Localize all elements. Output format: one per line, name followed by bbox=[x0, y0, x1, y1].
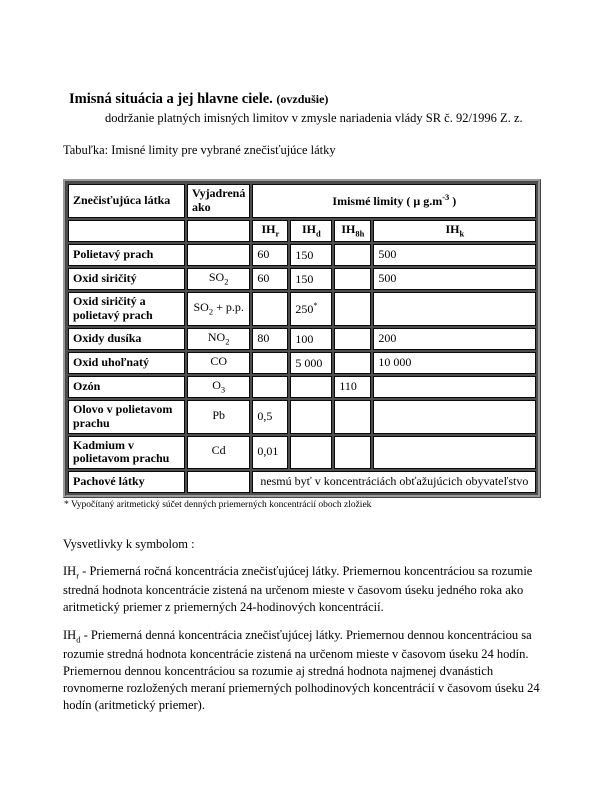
ihk-symbol: IH bbox=[445, 221, 460, 236]
subheader-ihd bbox=[290, 220, 332, 242]
pollutant-label: Olovo v polietavom prachu bbox=[68, 400, 185, 434]
ihd-asterisk: * bbox=[313, 299, 318, 310]
symbol-base: IH bbox=[63, 628, 77, 643]
symbol-subscript: r bbox=[76, 570, 80, 581]
pollutant-label: Ozón bbox=[68, 376, 185, 398]
explanations-heading: Vysvetlivky k symbolom : bbox=[63, 537, 195, 552]
formula-cell bbox=[187, 328, 250, 350]
formula-text: Pb bbox=[212, 407, 226, 422]
ihr-value: 80 bbox=[252, 328, 288, 350]
col-header-pollutant: Znečisťujúca látka bbox=[68, 184, 185, 218]
table-row bbox=[68, 268, 536, 290]
ih8h-value bbox=[334, 268, 371, 290]
formula-cell bbox=[187, 376, 250, 398]
table-row bbox=[68, 328, 536, 350]
header-row-1 bbox=[68, 184, 536, 218]
limits-table bbox=[63, 179, 541, 498]
ih8h-value bbox=[334, 436, 371, 470]
ihd-value bbox=[290, 268, 332, 290]
formula-text: SO bbox=[193, 299, 209, 314]
ih8h-subscript: 8h bbox=[355, 227, 365, 238]
limits-header-text: Imismé limity ( μ g.m bbox=[332, 193, 443, 208]
formula-subscript: 2 bbox=[225, 335, 230, 346]
ih8h-value bbox=[334, 292, 371, 326]
ihd-value bbox=[290, 292, 332, 326]
table-row bbox=[68, 376, 536, 398]
ihd-value bbox=[290, 244, 332, 266]
explanation-ihr bbox=[63, 563, 543, 616]
formula-text: SO bbox=[208, 269, 225, 284]
limits-header-exponent: -3 bbox=[442, 191, 450, 202]
odour-note-cell: nesmú byť v koncentráciách obťažujúcich obyvateľstvo bbox=[252, 471, 536, 493]
table-footnote: * Vypočítaný aritmetický súčet denných priemerných koncentrácií oboch zložiek bbox=[64, 500, 372, 511]
ihr-value: 0,01 bbox=[252, 436, 288, 470]
ih8h-value bbox=[334, 400, 371, 434]
formula-subscript: 3 bbox=[220, 384, 226, 395]
subheader-ihr bbox=[252, 220, 288, 242]
pollutant-label: Oxidy dusíka bbox=[68, 328, 185, 350]
ihd-number: 5 000 bbox=[295, 355, 323, 370]
ihd-value bbox=[290, 400, 332, 434]
ihk-value: 500 bbox=[373, 268, 536, 290]
subheader-ihk bbox=[373, 220, 536, 242]
page-title-text: Imisná situácia a jej hlavne ciele. bbox=[69, 91, 273, 107]
explanation-text: - Priemerná ročná koncentrácia znečisťujúcej látky. Priemernou koncentráciou sa rozumie stredná hodnota koncentrácie zistená na určenom mieste v časovom úseku jedného roka ako aritmetický priemer z priemerných 24-hodinových koncentrácií. bbox=[63, 564, 533, 615]
ihk-value bbox=[373, 376, 536, 398]
subheader-ih8h bbox=[334, 220, 371, 242]
header-row-2 bbox=[68, 220, 536, 242]
pollutant-label: Pachové látky bbox=[68, 471, 185, 493]
ihr-value bbox=[252, 292, 288, 326]
page-title-note: (ovzdušie) bbox=[276, 92, 329, 106]
formula-cell bbox=[187, 292, 250, 326]
formula-cell bbox=[187, 436, 250, 470]
formula-cell bbox=[187, 471, 250, 493]
ih8h-value bbox=[334, 352, 371, 374]
ihd-value bbox=[290, 352, 332, 374]
formula-subscript: 2 bbox=[208, 306, 214, 317]
page-title bbox=[69, 91, 543, 108]
pollutant-label: Oxid siričitý bbox=[68, 268, 185, 290]
ih8h-symbol: IH bbox=[341, 221, 356, 236]
formula-cell bbox=[187, 268, 250, 290]
empty-expressed-as-header-cell bbox=[187, 220, 250, 242]
formula-text: NO bbox=[207, 329, 226, 344]
ihr-symbol: IH bbox=[261, 221, 276, 236]
table-row-odour bbox=[68, 471, 536, 493]
limits-header-suffix: ) bbox=[449, 193, 457, 208]
ihk-value: 10 000 bbox=[373, 352, 536, 374]
ih8h-value bbox=[334, 328, 371, 350]
ihr-value: 60 bbox=[252, 268, 288, 290]
ihd-number: 100 bbox=[295, 331, 314, 346]
page-subtitle: dodržanie platných imisných limitov v zmysle nariadenia vlády SR č. 92/1996 Z. z. bbox=[105, 111, 523, 125]
ih8h-value: 110 bbox=[334, 376, 371, 398]
ihd-value bbox=[290, 376, 332, 398]
symbol-subscript: d bbox=[76, 634, 81, 645]
pollutant-label: Polietavý prach bbox=[68, 244, 185, 266]
formula-cell bbox=[187, 244, 250, 266]
ihr-value bbox=[252, 376, 288, 398]
ihd-value bbox=[290, 436, 332, 470]
table-row bbox=[68, 436, 536, 470]
ihd-number: 150 bbox=[295, 271, 314, 286]
pollutant-label: Oxid siričitý a polietavý prach bbox=[68, 292, 185, 326]
table-caption: Tabuľka: Imisné limity pre vybrané znečisťujúce látky bbox=[63, 143, 336, 157]
ihd-number: 250 bbox=[295, 301, 314, 316]
ihk-subscript: k bbox=[459, 227, 465, 238]
empty-pollutant-header-cell bbox=[68, 220, 185, 242]
table-row bbox=[68, 244, 536, 266]
explanation-text: - Priemerná denná koncentrácia znečisťujúcej látky. Priemernou dennou koncentráciou sa rozumie stredná hodnota koncentrácie zistená na určenom mieste v časovom úseku 24 hodín. Priemernou dennou koncentráciou sa rozumie aj stredná hodnota najmenej dvanástich rovnomerne rozložených meraní priemerných polhodinových koncentrácií v časovom úseku 24 hodín (aritmetický priemer). bbox=[63, 628, 540, 713]
table-row bbox=[68, 400, 536, 434]
ih8h-value bbox=[334, 244, 371, 266]
ihk-value bbox=[373, 292, 536, 326]
ihr-subscript: r bbox=[275, 227, 280, 238]
ihd-symbol: IH bbox=[301, 221, 316, 236]
ihr-value: 60 bbox=[252, 244, 288, 266]
table-row bbox=[68, 352, 536, 374]
formula-subscript: 2 bbox=[224, 276, 229, 287]
symbol-base: IH bbox=[63, 564, 77, 579]
ihd-number: 150 bbox=[295, 247, 314, 262]
col-header-limits bbox=[252, 184, 536, 218]
formula-cell bbox=[187, 352, 250, 374]
ihd-subscript: d bbox=[315, 227, 321, 238]
ihd-value bbox=[290, 328, 332, 350]
pollutant-label: Oxid uhoľnatý bbox=[68, 352, 185, 374]
formula-cell bbox=[187, 400, 250, 434]
ihk-value bbox=[373, 436, 536, 470]
formula-suffix: + p.p. bbox=[213, 299, 244, 314]
explanation-ihd bbox=[63, 627, 543, 714]
table-row bbox=[68, 292, 536, 326]
formula-text: Cd bbox=[211, 443, 226, 458]
col-header-expressed-as: Vyjadrená ako bbox=[187, 184, 250, 218]
ihr-value: 0,5 bbox=[252, 400, 288, 434]
pollutant-label: Kadmium v polietavom prachu bbox=[68, 436, 185, 470]
ihk-value: 500 bbox=[373, 244, 536, 266]
formula-text: O bbox=[212, 377, 221, 392]
ihk-value: 200 bbox=[373, 328, 536, 350]
ihr-value bbox=[252, 352, 288, 374]
formula-text: CO bbox=[210, 353, 227, 368]
ihk-value bbox=[373, 400, 536, 434]
